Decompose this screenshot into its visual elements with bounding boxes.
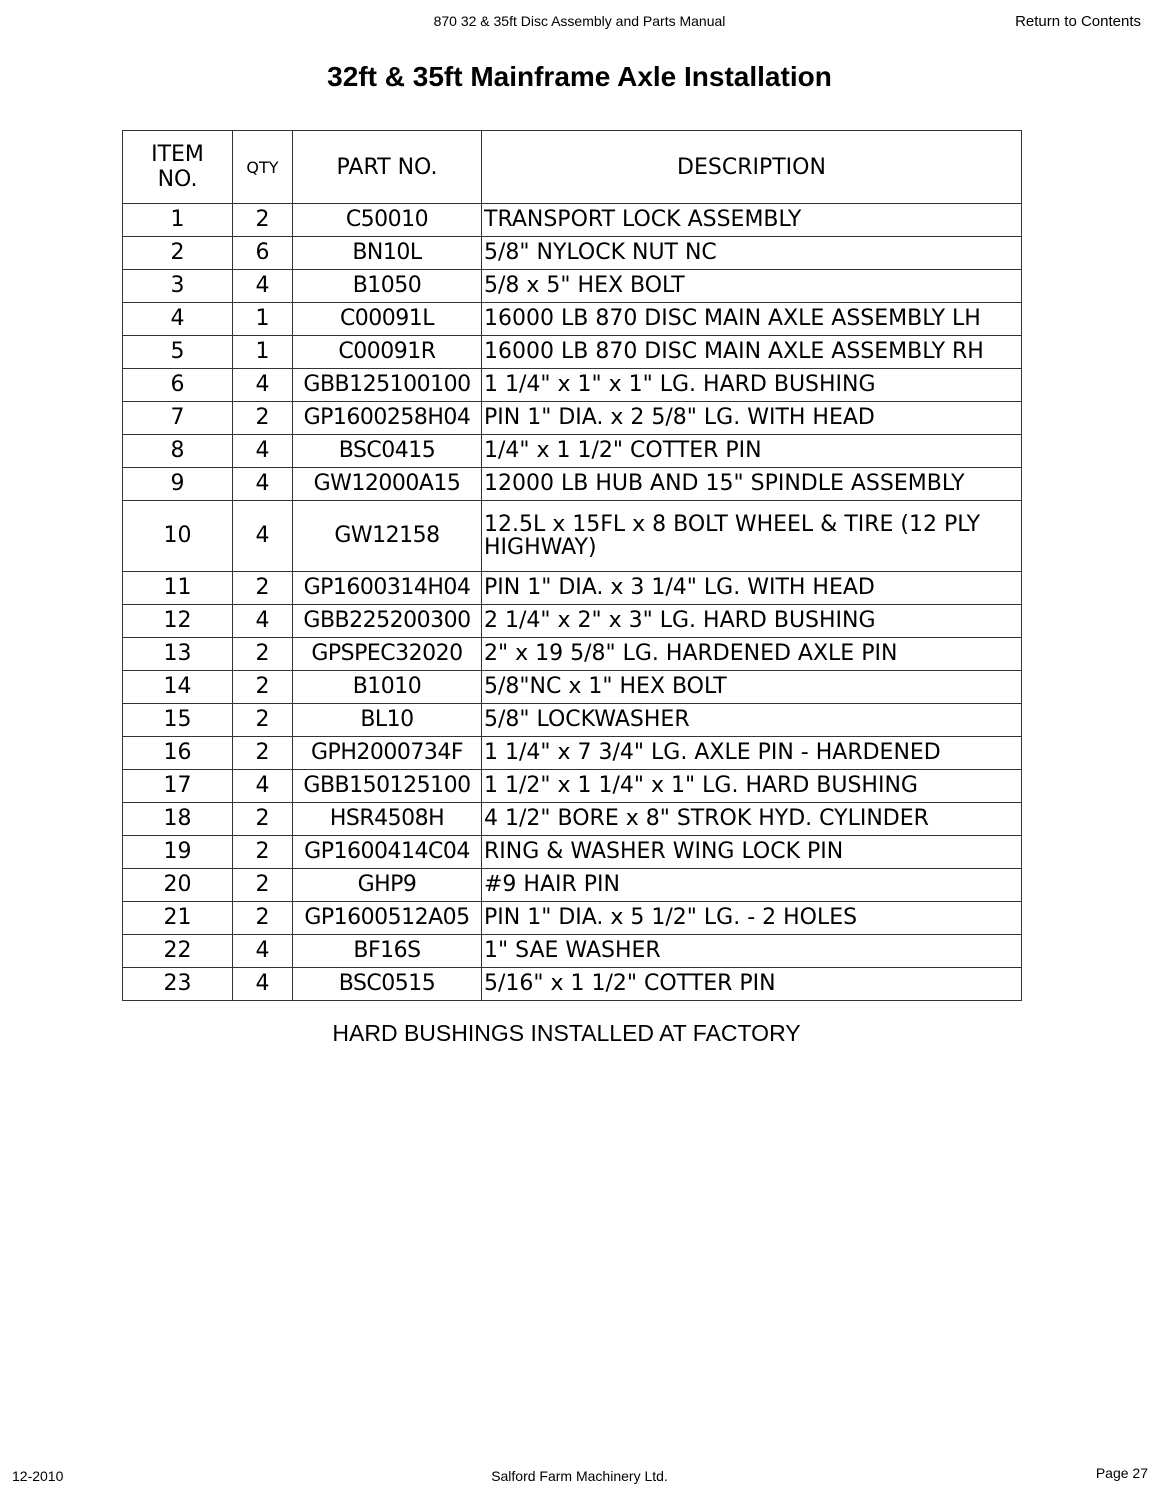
description-cell: 16000 LB 870 DISC MAIN AXLE ASSEMBLY RH (482, 336, 1022, 369)
item-no-cell: 2 (123, 237, 233, 270)
part-no-cell: C50010 (293, 204, 482, 237)
qty-cell: 2 (233, 902, 293, 935)
description-cell: 2" x 19 5/8" LG. HARDENED AXLE PIN (482, 638, 1022, 671)
table-row (123, 303, 1022, 336)
qty-cell: 2 (233, 737, 293, 770)
item-no-cell: 12 (123, 605, 233, 638)
part-no-cell: GPH2000734F (293, 737, 482, 770)
part-no-cell: GW12000A15 (293, 468, 482, 501)
table-row (123, 803, 1022, 836)
part-no-cell: BSC0515 (293, 968, 482, 1001)
description-cell: 12000 LB HUB AND 15" SPINDLE ASSEMBLY (482, 468, 1022, 501)
qty-cell: 4 (233, 935, 293, 968)
item-no-cell: 17 (123, 770, 233, 803)
description-cell: 1" SAE WASHER (482, 935, 1022, 968)
column-header-part-no: PART NO. (293, 131, 482, 204)
qty-cell: 4 (233, 605, 293, 638)
part-no-cell: GP1600512A05 (293, 902, 482, 935)
qty-cell: 4 (233, 369, 293, 402)
page-title: 32ft & 35ft Mainframe Axle Installation (327, 61, 832, 92)
table-row (123, 572, 1022, 605)
description-cell: 5/8 x 5" HEX BOLT (482, 270, 1022, 303)
description-cell: 1 1/2" x 1 1/4" x 1" LG. HARD BUSHING (482, 770, 1022, 803)
description-cell: #9 HAIR PIN (482, 869, 1022, 902)
qty-cell: 1 (233, 303, 293, 336)
description-cell: PIN 1" DIA. x 2 5/8" LG. WITH HEAD (482, 402, 1022, 435)
table-row (123, 704, 1022, 737)
item-no-cell: 11 (123, 572, 233, 605)
part-no-cell: GP1600414C04 (293, 836, 482, 869)
description-cell: 1/4" x 1 1/2" COTTER PIN (482, 435, 1022, 468)
item-no-cell: 13 (123, 638, 233, 671)
item-no-cell: 16 (123, 737, 233, 770)
document-title: 870 32 & 35ft Disc Assembly and Parts Manual (433, 13, 726, 29)
table-row (123, 737, 1022, 770)
description-cell: RING & WASHER WING LOCK PIN (482, 836, 1022, 869)
parts-table-body (123, 204, 1022, 1001)
qty-cell: 2 (233, 204, 293, 237)
description-line-1: 12.5L x 15FL x 8 BOLT WHEEL & TIRE (12 PLY (484, 512, 981, 537)
table-header-row (123, 131, 1022, 204)
table-row (123, 902, 1022, 935)
factory-note: HARD BUSHINGS INSTALLED AT FACTORY (332, 1020, 801, 1046)
qty-cell: 2 (233, 402, 293, 435)
footer-company: Salford Farm Machinery Ltd. (491, 1468, 668, 1484)
part-no-cell: BSC0415 (293, 435, 482, 468)
description-cell: TRANSPORT LOCK ASSEMBLY (482, 204, 1022, 237)
table-row (123, 935, 1022, 968)
part-no-cell: GBB225200300 (293, 605, 482, 638)
item-no-cell: 14 (123, 671, 233, 704)
item-no-cell: 20 (123, 869, 233, 902)
item-no-cell: 1 (123, 204, 233, 237)
qty-cell: 4 (233, 770, 293, 803)
description-cell: 4 1/2" BORE x 8" STROK HYD. CYLINDER (482, 803, 1022, 836)
item-no-cell: 19 (123, 836, 233, 869)
part-no-cell: C00091L (293, 303, 482, 336)
part-no-cell: GP1600314H04 (293, 572, 482, 605)
return-to-contents-link[interactable]: Return to Contents (1015, 13, 1141, 30)
description-cell (482, 501, 1022, 572)
item-no-cell: 23 (123, 968, 233, 1001)
item-header-line2: NO. (157, 167, 198, 192)
description-cell: 1 1/4" x 1" x 1" LG. HARD BUSHING (482, 369, 1022, 402)
qty-cell: 2 (233, 803, 293, 836)
description-cell: PIN 1" DIA. x 3 1/4" LG. WITH HEAD (482, 572, 1022, 605)
description-line-2: HIGHWAY) (484, 535, 597, 560)
table-row (123, 435, 1022, 468)
qty-cell: 6 (233, 237, 293, 270)
item-no-cell: 3 (123, 270, 233, 303)
qty-cell: 4 (233, 435, 293, 468)
part-no-cell: B1010 (293, 671, 482, 704)
column-header-qty: QTY (233, 131, 293, 204)
item-no-cell: 9 (123, 468, 233, 501)
footer-page-number: Page 27 (1095, 1465, 1148, 1481)
qty-cell: 2 (233, 572, 293, 605)
parts-table (122, 130, 1022, 1001)
table-row (123, 204, 1022, 237)
table-row (123, 468, 1022, 501)
footer-date: 12-2010 (12, 1468, 64, 1484)
qty-cell: 2 (233, 869, 293, 902)
table-row (123, 501, 1022, 572)
item-no-cell: 7 (123, 402, 233, 435)
item-no-cell: 10 (123, 501, 233, 572)
description-cell: 2 1/4" x 2" x 3" LG. HARD BUSHING (482, 605, 1022, 638)
column-header-item-no (123, 131, 233, 204)
table-row (123, 968, 1022, 1001)
table-row (123, 770, 1022, 803)
item-no-cell: 18 (123, 803, 233, 836)
part-no-cell: BF16S (293, 935, 482, 968)
qty-cell: 4 (233, 501, 293, 572)
table-row (123, 671, 1022, 704)
part-no-cell: GBB150125100 (293, 770, 482, 803)
description-cell: 5/16" x 1 1/2" COTTER PIN (482, 968, 1022, 1001)
table-row (123, 638, 1022, 671)
table-row (123, 237, 1022, 270)
table-row (123, 270, 1022, 303)
description-cell: 5/8"NC x 1" HEX BOLT (482, 671, 1022, 704)
qty-cell: 4 (233, 270, 293, 303)
table-row (123, 869, 1022, 902)
item-no-cell: 21 (123, 902, 233, 935)
item-no-cell: 15 (123, 704, 233, 737)
part-no-cell: GBB125100100 (293, 369, 482, 402)
table-row (123, 836, 1022, 869)
part-no-cell: HSR4508H (293, 803, 482, 836)
part-no-cell: GPSPEC32020 (293, 638, 482, 671)
column-header-description: DESCRIPTION (482, 131, 1022, 204)
part-no-cell: BL10 (293, 704, 482, 737)
part-no-cell: GHP9 (293, 869, 482, 902)
item-no-cell: 4 (123, 303, 233, 336)
qty-cell: 2 (233, 704, 293, 737)
table-row (123, 605, 1022, 638)
description-cell: PIN 1" DIA. x 5 1/2" LG. - 2 HOLES (482, 902, 1022, 935)
item-no-cell: 6 (123, 369, 233, 402)
part-no-cell: GW12158 (293, 501, 482, 572)
qty-cell: 2 (233, 836, 293, 869)
item-no-cell: 5 (123, 336, 233, 369)
part-no-cell: GP1600258H04 (293, 402, 482, 435)
table-row (123, 402, 1022, 435)
qty-cell: 2 (233, 638, 293, 671)
item-header-line1: ITEM (151, 142, 204, 167)
description-cell: 16000 LB 870 DISC MAIN AXLE ASSEMBLY LH (482, 303, 1022, 336)
part-no-cell: B1050 (293, 270, 482, 303)
qty-cell: 4 (233, 468, 293, 501)
table-row (123, 336, 1022, 369)
part-no-cell: BN10L (293, 237, 482, 270)
part-no-cell: C00091R (293, 336, 482, 369)
description-cell: 1 1/4" x 7 3/4" LG. AXLE PIN - HARDENED (482, 737, 1022, 770)
qty-cell: 4 (233, 968, 293, 1001)
table-row (123, 369, 1022, 402)
qty-cell: 2 (233, 671, 293, 704)
description-cell: 5/8" LOCKWASHER (482, 704, 1022, 737)
item-no-cell: 22 (123, 935, 233, 968)
description-cell: 5/8" NYLOCK NUT NC (482, 237, 1022, 270)
qty-cell: 1 (233, 336, 293, 369)
item-no-cell: 8 (123, 435, 233, 468)
